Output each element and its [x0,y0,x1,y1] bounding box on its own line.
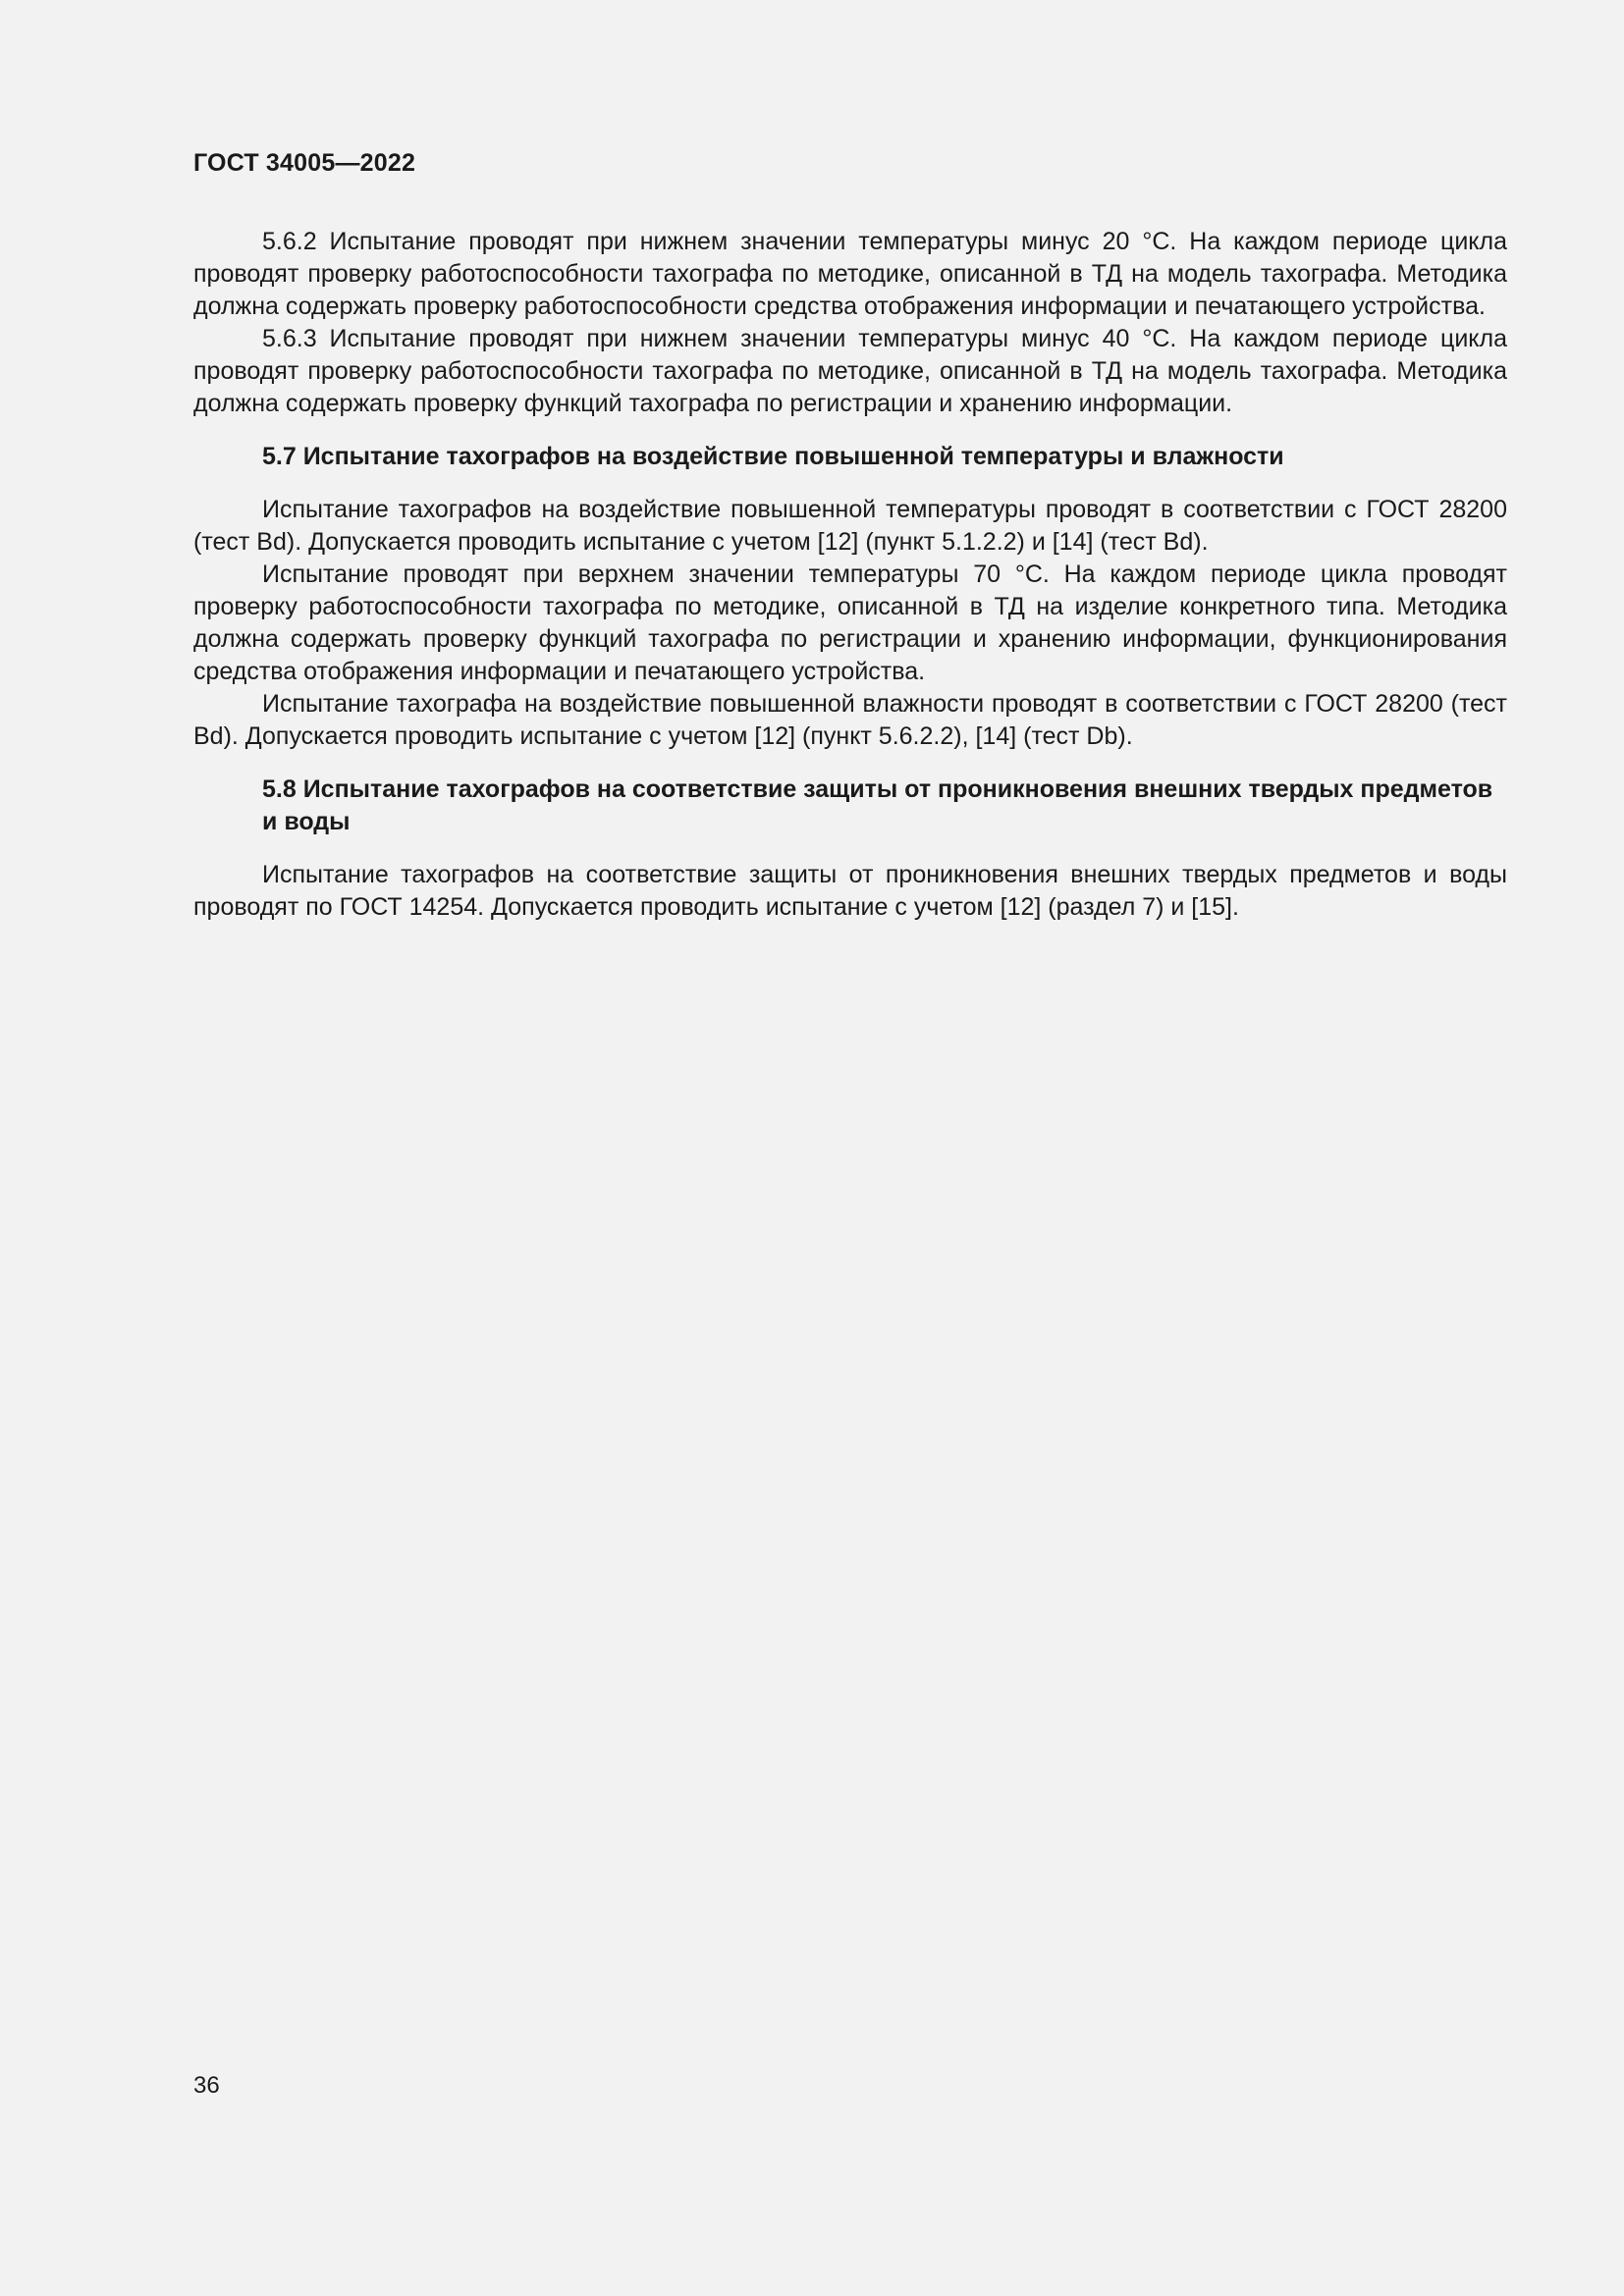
section-heading-5-7: 5.7 Испытание тахографов на воздействие повышенной температуры и влажности [262,443,1284,470]
page-number: 36 [193,2072,220,2099]
section-heading-5-8: 5.8 Испытание тахографов на соответствие защиты от проникновения внешних твердых предметов и воды [262,775,1493,835]
paragraph-5-7-humidity: Испытание тахографа на воздействие повышенной влажности проводят в соответствии с ГОСТ 28200 (тест Bd). Допускается проводить испытание с учетом [12] (пункт 5.6.2.2), [14] (тест Db). [193,690,1507,750]
paragraph-5-6-2: 5.6.2 Испытание проводят при нижнем значении температуры минус 20 °С. На каждом периоде цикла проводят проверку работоспособности тахографа по методике, описанной в ТД на модель тахографа. Методика должна содержать проверку работоспособности средства отображения информации и печатающего устройства. [193,228,1507,320]
paragraph-5-8: Испытание тахографов на соответствие защиты от проникновения внешних твердых предметов и воды проводят по ГОСТ 14254. Допускается проводить испытание с учетом [12] (раздел 7) и [15]. [193,861,1507,921]
document-body [193,226,1507,924]
paragraph-5-7-temperature: Испытание тахографов на воздействие повышенной температуры проводят в соответствии с ГОСТ 28200 (тест Bd). Допускается проводить испытание с учетом [12] (пункт 5.1.2.2) и [14] (тест Bd). [193,496,1507,556]
paragraph-5-6-3: 5.6.3 Испытание проводят при нижнем значении температуры минус 40 °С. На каждом периоде цикла проводят проверку работоспособности тахографа по методике, описанной в ТД на модель тахографа. Методика должна содержать проверку функций тахографа по регистрации и хранению информации. [193,325,1507,417]
paragraph-5-7-upper-temperature: Испытание проводят при верхнем значении температуры 70 °С. На каждом периоде цикла проводят проверку работоспособности тахографа по методике, описанной в ТД на изделие конкретного типа. Методика должна содержать проверку функций тахографа по регистрации и хранению информации, функционирования средства отображения информации и печатающего устройства. [193,561,1507,685]
document-id-header: ГОСТ 34005—2022 [193,149,416,177]
